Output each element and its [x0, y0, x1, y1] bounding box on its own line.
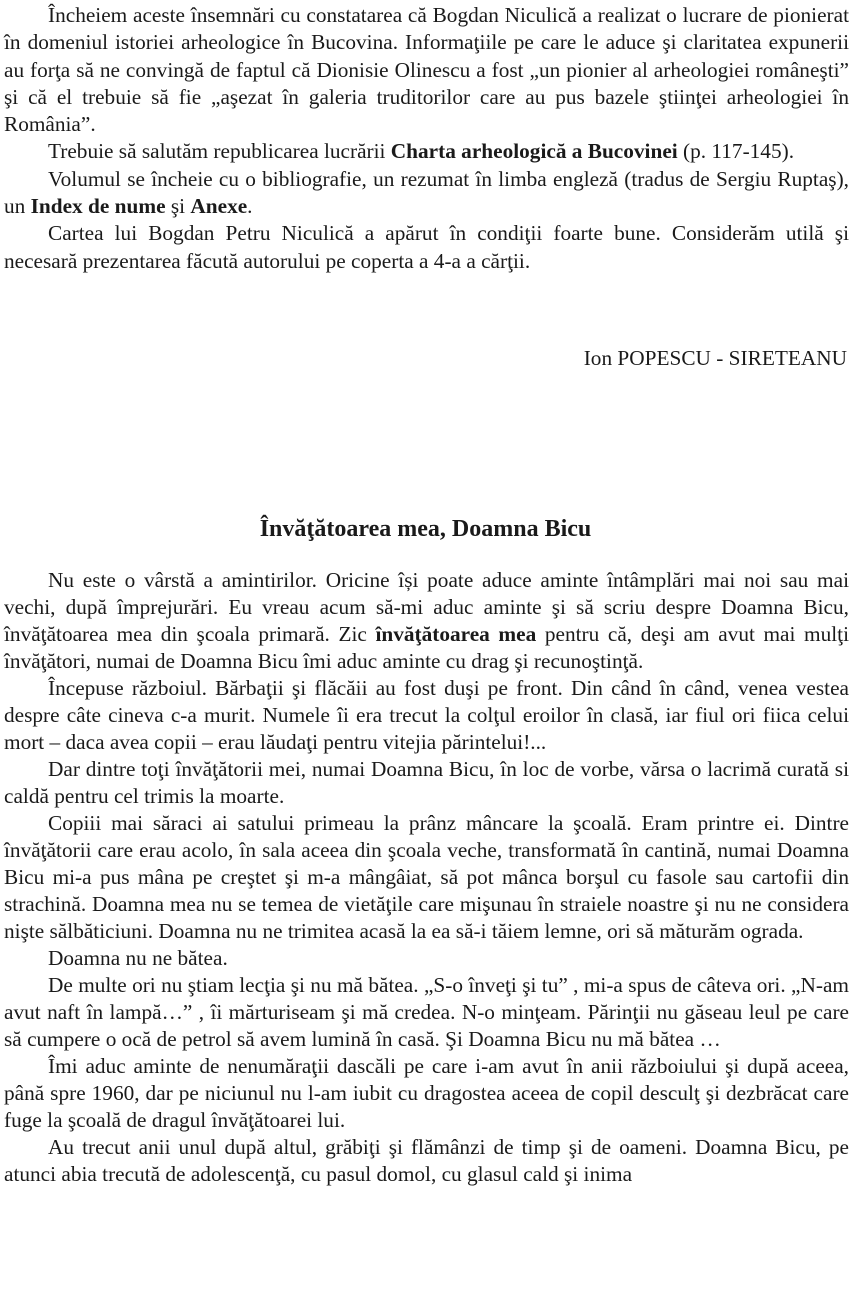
review-paragraph-4: Cartea lui Bogdan Petru Niculică a apărut în condiţii foarte bune. Considerăm utilă şi necesară prezentarea făcută autorului pe coperta a 4-a a cărţii. — [4, 221, 849, 273]
book-review-section — [4, 2, 849, 275]
essay-emphasis: învăţătoarea mea — [375, 622, 537, 646]
review-paragraph-2-text: Trebuie să salutăm republicarea lucrării — [48, 139, 391, 164]
essay-paragraph-5: Doamna nu ne bătea. — [48, 946, 228, 970]
review-paragraph-3-text: Volumul se încheie cu o bibliografie, un rezumat în limba engleză (tradus de Sergiu Ruptaş), un — [4, 166, 849, 219]
essay-paragraph-1-end: pentru că, deşi am avut mai mulţi învăţători, numai de Doamna Bicu îmi aduc aminte cu drag şi recunoştinţă. — [4, 622, 849, 673]
essay-paragraph-3: Dar dintre toţi învăţătorii mei, numai Doamna Bicu, în loc de vorbe, vărsa o lacrimă curată si caldă pentru cel trimis la moarte. — [4, 757, 849, 808]
essay-paragraph-7: Îmi aduc aminte de nenumăraţii dascăli pe care i-am avut în anii războiului şi după aceea, până spre 1960, dar pe niciunul nu l-am iubit cu dragostea aceea de copil desculţ şi dezbrăcat care fuge la şcoală de dragul învăţătoarei lui. — [4, 1054, 849, 1132]
review-paragraph-3 — [4, 166, 849, 221]
index-de-nume: Index de nume — [30, 194, 166, 219]
review-paragraph-2 — [4, 138, 849, 165]
book-title-charta: Charta arheologică a Bucovinei — [390, 139, 678, 164]
review-paragraph-2-pages: (p. 117-145). — [677, 139, 795, 164]
essay-paragraph-4: Copiii mai săraci ai satului primeau la prânz mâncare la şcoală. Eram printre ei. Dintre învăţătorii care erau acolo, în sala aceea din şcoala veche, transformată în cantină, numai Doamna Bicu mi-a pus mâna pe creştet şi m-a mângâiat, să pot mânca borşul cu fasole sau cartofii din strachină. Doamna mea nu se temea de vietăţile care mişunau în straiele noastre şi nu ne considera nişte sălbăticiuni. Doamna nu ne trimitea acasă la ea să-i tăiem lemne, ori să măturăm ograda. — [4, 811, 849, 943]
essay-paragraph-1 — [4, 567, 849, 675]
essay-paragraph-2: Începuse războiul. Bărbaţii şi flăcăii au fost duşi pe front. Din când în când, venea vestea despre câte cineva c-a murit. Numele îi era trecut la colţul eroilor în clasă, iar fiul ori fiica celui mort – daca avea copii – erau lăudaţi pentru vitejia părintelui!... — [4, 676, 849, 754]
essay-section — [4, 567, 849, 1188]
review-paragraph-3-end: . — [247, 194, 253, 219]
essay-paragraph-8: Au trecut anii unul după altul, grăbiţi şi flămânzi de timp şi de oameni. Doamna Bicu, pe atunci abia trecută de adolescenţă, cu pasul domol, cu glasul cald şi inima — [4, 1135, 849, 1186]
anexe: Anexe — [190, 194, 248, 219]
review-author-signature: Ion POPESCU - SIRETEANU — [583, 346, 847, 370]
review-paragraph-1: Încheiem aceste însemnări cu constatarea că Bogdan Niculică a realizat o lucrare de pionierat în domeniul istoriei arheologice în Bucovina. Informaţiile pe care le aduce şi claritatea expunerii au forţa să ne convingă de faptul că Dionisie Olinescu a fost „un pionier al arheologiei româneşti” şi că el trebuie să fie „aşezat în galeria truditorilor care au pus bazele ştiinţei arheologiei în România”. — [4, 3, 849, 137]
essay-paragraph-1-text: Nu este o vârstă a amintirilor. Oricine își poate aduce aminte întâmplări mai noi sau mai vechi, după împrejurări. Eu vreau acum să-mi aduc aminte şi să scriu despre Doamna Bicu, învăţătoarea mea din şcoala primară. Zic — [4, 568, 849, 646]
essay-paragraph-6: De multe ori nu ştiam lecţia şi nu mă bătea. „S-o înveţi şi tu” , mi-a spus de câteva ori. „N-am avut naft în lampă…” , îi mărturiseam şi mă credea. N-o minţeam. Părinţii nu găseau leul pe care să cumpere o ocă de petrol să avem lumină în casă. Şi Doamna Bicu nu mă bătea … — [4, 973, 849, 1051]
essay-title: Învăţătoarea mea, Doamna Bicu — [259, 516, 592, 542]
review-paragraph-3-conj: şi — [165, 194, 191, 219]
